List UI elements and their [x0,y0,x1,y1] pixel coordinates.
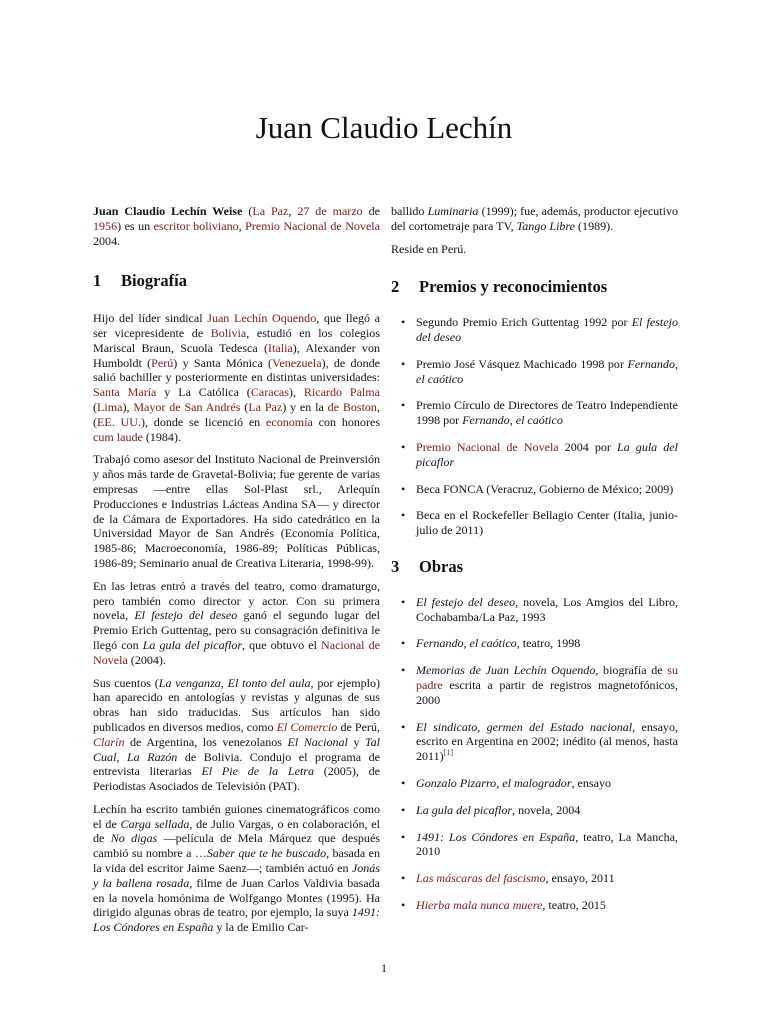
text: , ensayo [571,775,611,790]
work-title: Memorias de Juan Lechín Oquendo [416,663,596,678]
list-item [391,398,678,428]
link-text: El Comercio [276,719,338,734]
link-venezuela[interactable]: Venezuela [272,355,322,370]
text: , que llegó a ser vicepresidente de [93,311,380,340]
link-text: Hierba mala nunca muere [416,897,543,912]
section-heading-premios [391,277,678,297]
link-santa-maria[interactable]: Santa María [93,385,157,400]
text: ( [240,399,249,414]
work-title: La gula del picaflor [416,802,513,817]
link-economia[interactable]: economía [266,414,313,429]
work-title: 1491: Los Cóndores en España [416,829,576,844]
link-cum-laude[interactable]: cum laude [93,429,143,444]
work-title: Gonzalo Pizarro, el malogrador [416,775,572,790]
section-title: Premios y reconocimientos [419,277,608,297]
link-el-comercio[interactable] [277,720,338,734]
link-birth-date[interactable]: 27 de marzo [297,204,363,218]
link-bolivia[interactable]: Bolivia [210,325,247,340]
text: y La Católica ( [156,385,251,400]
link-las-mascaras-del-fascismo[interactable] [416,871,546,885]
left-column [93,204,380,943]
link-eeuu[interactable]: EE. UU. [97,414,141,429]
awards-list [391,315,678,538]
link-text: Clarín [93,734,125,749]
list-item [391,898,678,913]
intro-paragraph [93,204,380,248]
section-title: Biografía [121,271,187,291]
text: 2004. [93,233,121,248]
link-juan-lechin-oquendo[interactable]: Juan Lechín Oquendo [207,311,317,326]
work-title: La venganza [158,675,221,690]
work-title: El sindicato, germen del Estado nacional [416,719,633,734]
text: , por ejemplo) han aparecido en antologías y revistas y algunas de sus obras han sido traducidas. Sus artículos han sido publicados en diversos medios, como [93,675,380,734]
text: Beca FONCA (Veracruz, Gobierno de México; 2009) [416,481,674,496]
play-title: Luminaria [427,204,479,218]
text: , ( [93,399,380,429]
film-title: Jonás y la ballena rosada [93,861,380,890]
text: Lechín ha escrito también guiones cinematográficos como el de [93,801,380,831]
text: , novela, 2004 [512,802,581,817]
bio-paragraph-1 [93,311,380,444]
text: ballido [391,204,428,218]
text: , biografía de [595,663,668,678]
link-su-padre[interactable]: su padre [416,663,679,692]
text: y la de Emilio Car- [213,920,309,935]
text: ganó el segundo lugar del Premio Erich Guttentag, pero su consagración definitiva le llegó con [93,608,380,652]
text: y [347,734,366,749]
text: , ensayo, 2011 [545,871,615,886]
bio-paragraph-4 [93,676,380,794]
section-heading-obras [391,556,678,576]
list-item [391,315,678,345]
text: En las letras entró a través del teatro, como dramaturgo, pero también como director y actor. Con su primera novela, [93,578,380,623]
text: de Perú, [337,719,380,734]
works-list [391,595,678,913]
work-title: Fernando, el caótico [416,636,517,651]
list-item [391,595,678,625]
list-item [391,357,678,387]
section-heading-biografia [93,271,380,291]
text: , teatro, 2015 [542,897,606,912]
text: , ensayo, escrito en Argentina en 2002; inédito (al menos, hasta 2011) [416,719,678,764]
section-number: 1 [93,271,102,291]
link-ricardo-palma[interactable]: Ricardo Palma [303,385,380,400]
link-hierba-mala-nunca-muere[interactable] [416,898,542,912]
text: ), [288,385,304,400]
text: (1999); fue, además, productor ejecutivo del cortometraje para TV, [391,204,678,233]
text: ), Alexander von Humboldt ( [93,340,380,370]
text: , [116,749,127,764]
text: (2005), de Periodistas Asociados de Televisión (PAT). [93,764,380,794]
work-title: La gula del picaflor [416,439,678,469]
text: , de Julio Vargas, o en colaboración, el de [93,816,380,846]
work-title: El festejo del deseo [416,315,679,344]
right-column [391,204,678,925]
section-title: Obras [419,556,464,576]
text: (2004). [127,652,166,667]
work-title: La gula del picaflor [142,637,243,652]
text: ) es un [117,218,154,233]
page-title: Juan Claudio Lechín [255,110,513,145]
list-item [391,482,678,497]
text: con honores [312,414,381,429]
list-item [391,508,678,538]
text: , [220,675,228,690]
link-birth-year[interactable]: 1956 [93,218,118,233]
text: Beca en el Rockefeller Bellagio Center (Italia, junio-julio de 2011) [416,508,678,538]
link-lima[interactable]: Lima [97,399,123,414]
text: de Argentina, los venezolanos [124,734,288,749]
film-title: Saber que te he buscado [206,846,327,861]
work-title: Fernando, el caótico [462,413,563,428]
program-title: El Pie de la Letra [201,764,315,779]
text: , teatro, 1998 [516,636,581,651]
list-item [391,663,678,707]
text: , [288,204,298,218]
list-item [391,803,678,818]
link-boston[interactable]: de Boston [327,399,377,414]
text: ), [122,399,134,414]
link-clarin[interactable] [93,735,124,749]
link-la-paz[interactable]: La Paz [252,204,289,218]
link-nacional-de-novela[interactable]: Nacional de Novela [93,637,380,667]
publication-title: Tal Cual [93,734,381,764]
text: (1984). [142,429,181,444]
text: ), de donde salió bachiller y posteriormente en distintas universidades: [93,355,380,385]
text: ( [93,399,98,414]
link-la-paz-2[interactable]: La Paz [248,399,283,414]
text: ) y en la [282,399,328,414]
film-title: No digas [110,831,158,846]
text: (1989). [575,218,614,233]
work-title: El festejo del deseo [134,608,238,623]
text: , que obtuvo el [242,637,322,652]
text: , estudió en los colegios Mariscal Braun, Scuola Tedesca ( [93,325,380,355]
residence-paragraph: Reside en Perú. [391,241,467,256]
text: , filme de Juan Carlos Valdivia basada en la novela homónima de Wolfgango Montes (1995). Ha dirigido algunas obras de teatro, por ejemplo, la suya [93,875,380,920]
work-title: El festejo del deseo [416,594,516,609]
bio-paragraph-5 [93,802,380,935]
text: Premio José Vásquez Machicado 1998 por [416,356,628,371]
page-number: 1 [381,961,387,975]
text: de [362,204,380,218]
link-mayor-de-san-andres[interactable]: Mayor de San Andrés [133,399,241,414]
text: escrita a partir de registros magnetofónicos, 2000 [416,677,678,707]
publication-title: La Razón [126,749,178,764]
text: Premio Círculo de Directores de Teatro Independiente 1998 por [416,398,678,428]
list-item [391,776,678,791]
list-item [391,636,678,651]
bio-paragraph-2: Trabajó como asesor del Instituto Nacional de Preinversión y años más tarde de Gravetal-Bolivia; fue gerente de varias empresas —entre ellas Sol-Plast srl., Arlequín Producciones e Industrias Lácteas Andina SA— y director de la Cámara de Exportadores. Ha sido catedrático en la Universidad Mayor de San Andrés (Economía Política, 1985-86; Macroeconomía, 1986-89; Políticas Públicas, 1986-89; Seminario anual de Creativa Literaria, 1998-99). [93,452,380,570]
text: —película de Mela Márquez que después cambió su nombre a … [93,831,380,861]
list-item [391,830,678,860]
link-bolivian-writer[interactable]: escritor boliviano [153,218,239,233]
subject-name: Juan Claudio Lechín Weise [93,204,243,218]
text: , basada en la vida del escritor Jaime Saenz—; también actuó en [93,846,381,876]
text: , teatro, La Mancha, 2010 [416,829,679,859]
film-title: Tango Libre [516,218,576,233]
film-title: Carga sellada [120,816,190,831]
work-title: Fernando, el caótico [416,356,678,386]
list-item [391,871,678,886]
text: ), donde se licenció en [140,414,267,429]
bio-paragraph-3 [93,579,380,668]
reference-link[interactable]: [1] [443,748,453,758]
text: ) y Santa Mónica ( [173,355,273,370]
list-item [391,720,678,764]
publication-title: El Nacional [287,734,348,749]
section-number: 3 [391,556,400,576]
text: , novela, Los Amgios del Libro, Cochabamba/La Paz, 1993 [416,594,678,624]
text: ( [242,204,253,218]
link-national-prize[interactable]: Premio Nacional de Novela [245,218,380,233]
link-premio-nacional[interactable]: Premio Nacional de Novela [416,439,559,454]
text: de Bolivia. Condujo el programa de entrevista literarias [93,749,380,779]
play-title: 1491: Los Cóndores en España [93,905,380,935]
text: Sus cuentos ( [93,675,159,690]
text: Hijo del líder sindical [93,311,208,326]
link-caracas[interactable]: Caracas [250,385,289,400]
link-italia[interactable]: Italia [268,340,293,355]
link-text: Las máscaras del fascismo [416,871,546,886]
list-item [391,440,678,470]
continued-paragraph [391,204,678,234]
text: 2004 por [558,439,617,454]
text: , [238,218,246,233]
text: Segundo Premio Erich Guttentag 1992 por [416,315,632,330]
section-number: 2 [391,277,400,297]
link-peru[interactable]: Perú [151,355,174,370]
work-title: El tonto del aula [227,675,311,690]
